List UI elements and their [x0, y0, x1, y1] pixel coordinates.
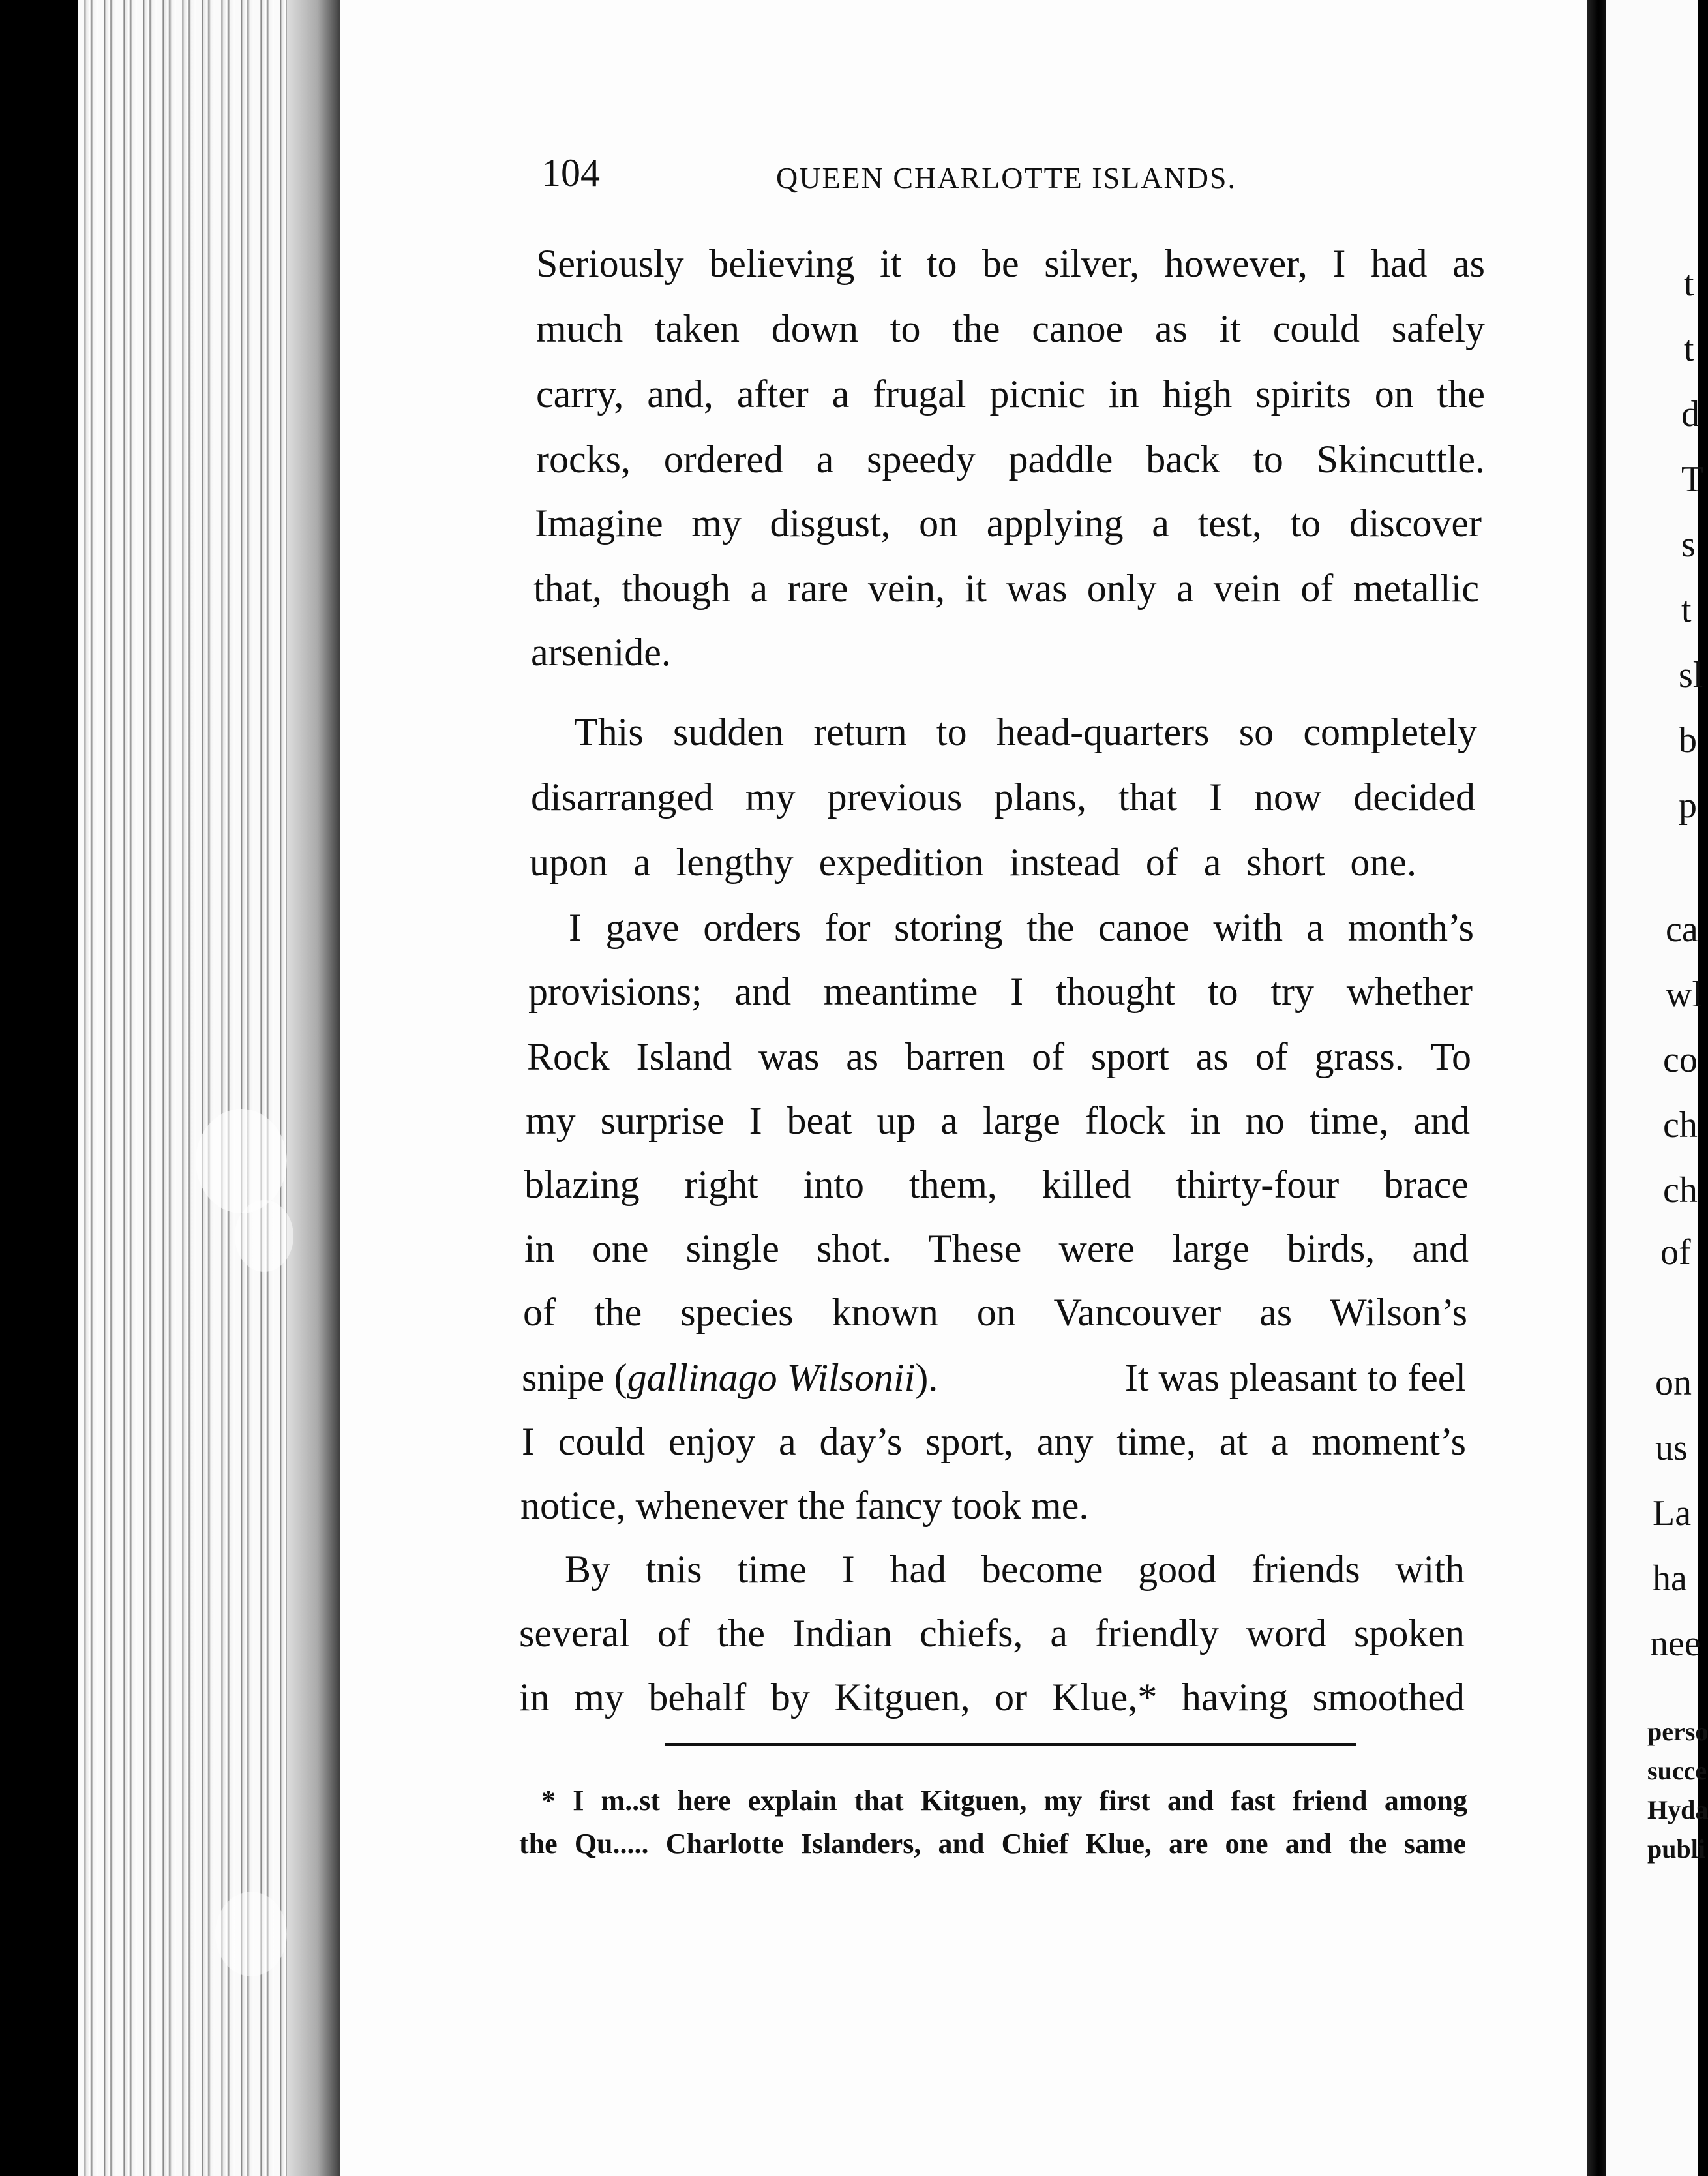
text-line: several of the Indian chiefs, a friendly word spoken: [519, 1612, 1465, 1655]
facing-page-fragment: t: [1684, 264, 1694, 304]
facing-page-fragment: us: [1655, 1428, 1688, 1468]
text-line: notice, whenever the fancy took me.: [520, 1484, 1089, 1527]
facing-page-fragment: ch: [1663, 1170, 1698, 1211]
text-line: It was pleasant to feel: [1124, 1356, 1466, 1399]
text-line: much taken down to the canoe as it could safely: [536, 307, 1485, 350]
facing-page-fragment: co: [1663, 1040, 1698, 1080]
footnote-rule: [665, 1743, 1356, 1746]
text-span: snipe (: [522, 1356, 627, 1399]
text-line: Rock Island was as barren of sport as of grass. To: [527, 1035, 1471, 1078]
text-line: upon a lengthy expedition instead of a short one.: [530, 841, 1416, 884]
facing-page-fragment: ca: [1666, 909, 1698, 950]
text-line: blazing right into them, killed thirty-four brace: [524, 1163, 1469, 1206]
page-number: 104: [541, 151, 600, 194]
text-line: provisions; and meantime I thought to try whether: [528, 970, 1473, 1013]
facing-page-fragment: ha: [1653, 1558, 1687, 1599]
facing-page-fragment: La: [1653, 1493, 1692, 1534]
text-line: rocks, ordered a speedy paddle back to Skincuttle.: [536, 438, 1485, 481]
text-line: Seriously believing it to be silver, however, I had as: [536, 242, 1485, 285]
text-line: of the species known on Vancouver as Wilson’s: [523, 1291, 1467, 1334]
text-line: my surprise I beat up a large flock in no time, and: [526, 1099, 1470, 1142]
facing-page-footnote-fragment: Hyda: [1647, 1795, 1708, 1824]
facing-page-fragment: wl: [1666, 975, 1702, 1015]
text-span: ).: [915, 1356, 938, 1399]
running-head-title: QUEEN CHARLOTTE ISLANDS.: [776, 161, 1237, 194]
footnote-line: the Qu..... Charlotte Islanders, and Chief Klue, are one and the same: [519, 1828, 1466, 1860]
facing-page-fragment: b: [1679, 720, 1697, 761]
facing-page-fragment: t: [1684, 329, 1694, 369]
running-head: [541, 144, 1259, 202]
text-line: that, though a rare vein, it was only a vein of metallic: [533, 567, 1479, 610]
text-line: in one single shot. These were large birds, and: [524, 1227, 1469, 1270]
text-line: This sudden return to head-quarters so completely: [574, 710, 1477, 753]
paper-speck: [215, 1892, 287, 1976]
book-gutter: [1587, 0, 1606, 2176]
facing-page-footnote-fragment: succe: [1647, 1756, 1707, 1785]
latin-name: gallinago Wilsonii: [627, 1356, 916, 1399]
text-line: By tnis time I had become good friends with: [565, 1548, 1465, 1591]
facing-page-fragment: sl: [1679, 655, 1703, 695]
text-line: carry, and, after a frugal picnic in high spirits on the: [536, 372, 1485, 416]
facing-page-fragment: s: [1681, 524, 1696, 565]
text-line: disarranged my previous plans, that I now decided: [531, 776, 1475, 819]
facing-page-footnote-fragment: perso: [1647, 1717, 1708, 1746]
text-line: Imagine my disgust, on applying a test, to discover: [535, 502, 1482, 545]
footnote-line: * I m..st here explain that Kitguen, my first and fast friend among: [541, 1785, 1467, 1817]
facing-page-fragment: t: [1681, 590, 1692, 630]
paper-speck: [235, 1200, 293, 1272]
facing-page-fragment: nee: [1650, 1624, 1701, 1664]
facing-page-fragment: ch: [1663, 1105, 1698, 1145]
facing-page-fragment: d: [1681, 394, 1700, 434]
text-line: I gave orders for storing the canoe with a month’s: [569, 906, 1474, 949]
facing-page-fragment: on: [1655, 1363, 1692, 1403]
page-edges-shadow: [287, 0, 342, 2176]
text-line: arsenide.: [531, 631, 671, 674]
facing-page-fragment: p: [1679, 785, 1697, 826]
facing-page-footnote-fragment: publi: [1647, 1834, 1705, 1864]
text-line: in my behalf by Kitguen, or Klue,* having smoothed: [519, 1676, 1465, 1719]
facing-page-fragment: of: [1660, 1232, 1691, 1273]
paper-speck: [196, 1109, 287, 1213]
facing-page-fragment: T: [1681, 459, 1704, 500]
text-line: I could enjoy a day’s sport, any time, at a moment’s: [522, 1420, 1466, 1463]
